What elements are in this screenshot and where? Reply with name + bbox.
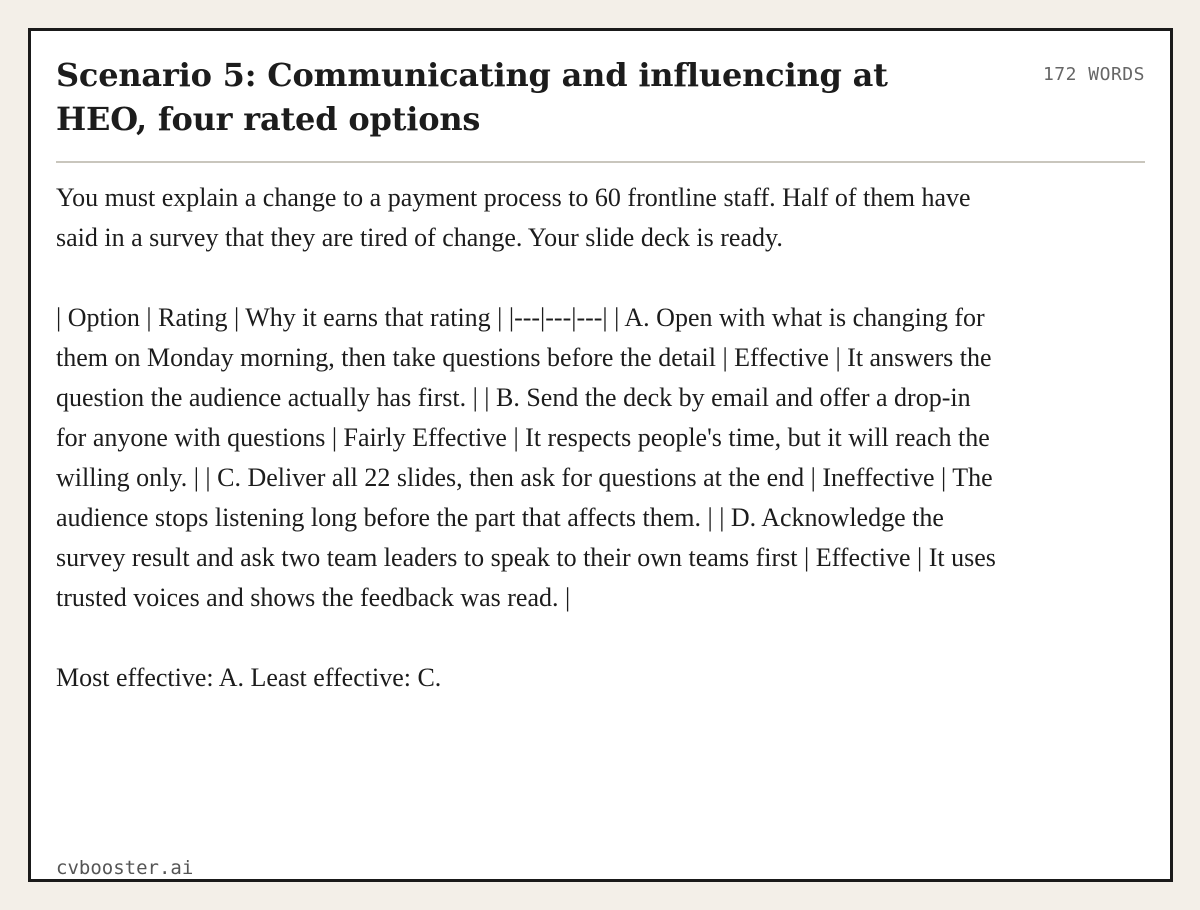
options-table-text: | Option | Rating | Why it earns that rating | |---|---|---| | A. Open with what is changing for them on Monday morning, then take questions before the detail | Effective | It answers the question the audience actually has first. | | B. Send the deck by email and offer a drop-in for anyone with questions | Fairly Effective | It respects people's time, but it will reach the willing only. | | C. Deliver all 22 slides, then ask for questions at the end | Ineffective | The audience stops listening long before the part that affects them. | | D. Acknowledge the survey result and ask two team leaders to speak to their own teams first | Effective | It uses trusted voices and shows the feedback was read. | xyxy=(56,303,996,612)
title-divider xyxy=(56,161,1145,163)
card-body xyxy=(56,178,996,698)
word-count-label: 172 WORDS xyxy=(1042,64,1145,85)
scenario-card xyxy=(28,28,1173,882)
footer-brand: cvbooster.ai xyxy=(56,857,194,879)
scenario-paragraph: You must explain a change to a payment process to 60 frontline staff. Half of them have said in a survey that they are tired of change. Your slide deck is ready. xyxy=(56,183,971,252)
card-title: Scenario 5: Communicating and influencing at HEO, four rated options xyxy=(56,56,888,138)
answer-summary: Most effective: A. Least effective: C. xyxy=(56,663,442,692)
